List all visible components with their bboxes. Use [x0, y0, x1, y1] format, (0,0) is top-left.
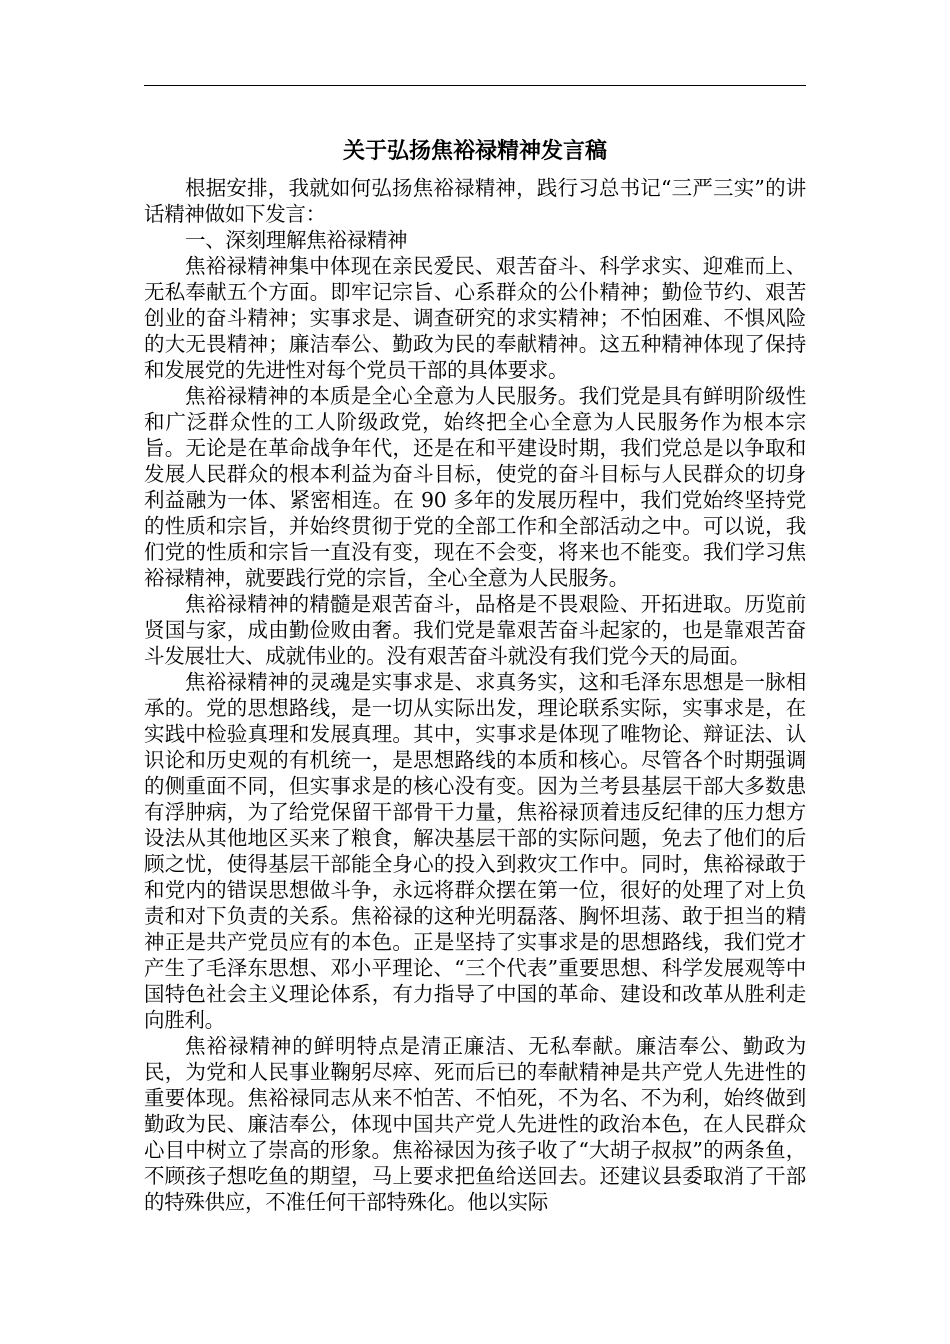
document-body [144, 175, 806, 1215]
header-rule [144, 85, 806, 86]
paragraph-intro: 根据安排，我就如何弘扬焦裕禄精神，践行习总书记“三严三实”的讲话精神做如下发言： [144, 176, 806, 226]
section-heading: 一、深刻理解焦裕禄精神 [185, 228, 408, 252]
paragraph-soul: 焦裕禄精神的灵魂是实事求是、求真务实，这和毛泽东思想是一脉相承的。党的思想路线，是一切从实际出发，理论联系实际，实事求是，在实践中检验真理和发展真理。其中，实事求是体现了唯物论、辩证法、认识论和历史观的有机统一，是思想路线的本质和核心。尽管各个时期强调的侧重面不同，但实事求是的核心没有变。因为兰考县基层干部大多数患有浮肿病，为了给党保留干部骨干力量，焦裕禄顶着违反纪律的压力想方设法从其他地区买来了粮食，解决基层干部的实际问题，免去了他们的后顾之忧，使得基层干部能全身心的投入到救灾工作中。同时，焦裕禄敢于和党内的错误思想做斗争，永远将群众摆在第一位，很好的处理了对上负责和对下负责的关系。焦裕禄的这种光明磊落、胸怀坦荡、敢于担当的精神正是共产党员应有的本色。正是坚持了实事求是的思想路线，我们党才产生了毛泽东思想、邓小平理论、“三个代表”重要思想、科学发展观等中国特色社会主义理论体系，有力指导了中国的革命、建设和改革从胜利走向胜利。 [144, 670, 806, 1032]
paragraph-essence: 焦裕禄精神的本质是全心全意为人民服务。我们党是具有鲜明阶级性和广泛群众性的工人阶级政党，始终把全心全意为人民服务作为根本宗旨。无论是在革命战争年代，还是在和平建设时期，我们党总是以争取和发展人民群众的根本利益为奋斗目标，使党的奋斗目标与人民群众的切身利益融为一体、紧密相连。在 90 多年的发展历程中，我们党始终坚持党的性质和宗旨，并始终贯彻于党的全部工作和全部活动之中。可以说，我们党的性质和宗旨一直没有变，现在不会变，将来也不能变。我们学习焦裕禄精神，就要践行党的宗旨，全心全意为人民服务。 [144, 384, 806, 590]
paragraph-integrity: 焦裕禄精神的鲜明特点是清正廉洁、无私奉献。廉洁奉公、勤政为民，为党和人民事业鞠躬尽瘁、死而后已的奉献精神是共产党人先进性的重要体现。焦裕禄同志从来不怕苦、不怕死，不为名、不为利，始终做到勤政为民、廉洁奉公，体现中国共产党人先进性的政治本色，在人民群众心目中树立了崇高的形象。焦裕禄因为孩子收了“大胡子叔叔”的两条鱼，不顾孩子想吃鱼的期望，马上要求把鱼给送回去。还建议县委取消了干部的特殊供应，不准任何干部特殊化。他以实际 [144, 1034, 806, 1214]
document-title: 关于弘扬焦裕禄精神发言稿 [342, 138, 607, 164]
paragraph-five-aspects: 焦裕禄精神集中体现在亲民爱民、艰苦奋斗、科学求实、迎难而上、无私奉献五个方面。即牢记宗旨、心系群众的公仆精神；勤俭节约、艰苦创业的奋斗精神；实事求是、调查研究的求实精神；不怕困难、不惧风险的大无畏精神；廉洁奉公、勤政为民的奉献精神。这五种精神体现了保持和发展党的先进性对每个党员干部的具体要求。 [144, 254, 806, 382]
paragraph-hard-work: 焦裕禄精神的精髓是艰苦奋斗，品格是不畏艰险、开拓进取。历览前贤国与家，成由勤俭败由奢。我们党是靠艰苦奋斗起家的，也是靠艰苦奋斗发展壮大、成就伟业的。没有艰苦奋斗就没有我们党今天的局面。 [144, 592, 806, 668]
